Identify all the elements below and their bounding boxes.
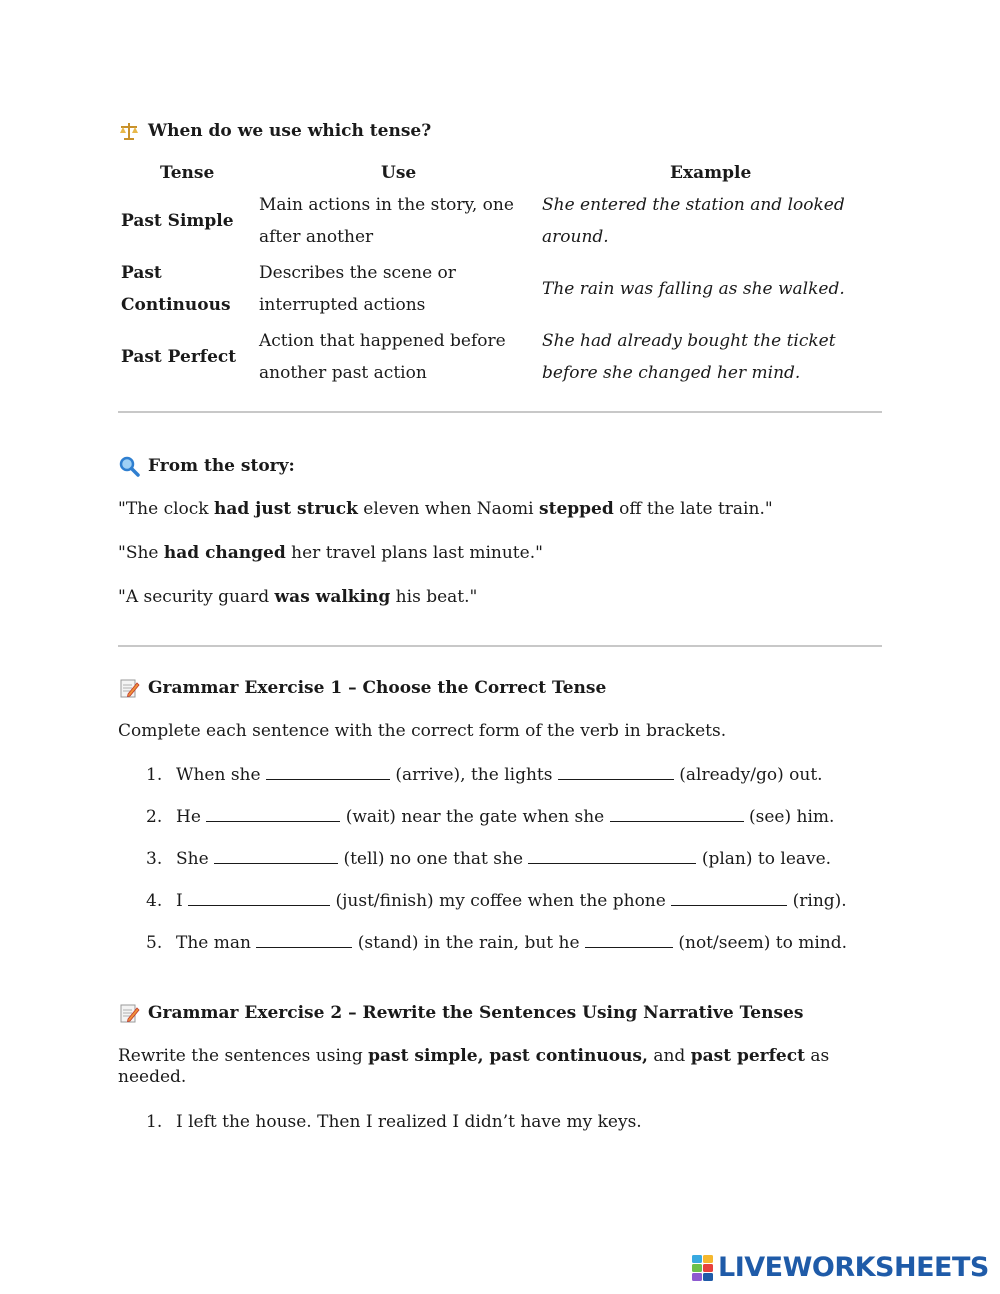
divider bbox=[118, 411, 882, 413]
quote-text: "A security guard bbox=[118, 587, 275, 607]
item-text: (tell) no one that she bbox=[338, 849, 529, 869]
exercise1-heading-text: Grammar Exercise 1 – Choose the Correct Tense bbox=[148, 678, 607, 698]
item-text: (plan) to leave. bbox=[696, 849, 832, 869]
item-text: The man bbox=[176, 933, 257, 953]
use-cell: Action that happened before another past action bbox=[259, 331, 506, 383]
exercise2-heading-text: Grammar Exercise 2 – Rewrite the Sentences Using Narrative Tenses bbox=[148, 1003, 804, 1023]
answer-blank[interactable] bbox=[206, 807, 340, 822]
item-number: 3. bbox=[146, 849, 163, 869]
answer-blank[interactable] bbox=[610, 807, 744, 822]
instruction-text: as bbox=[804, 1046, 830, 1066]
use-cell: Main actions in the story, one after another bbox=[259, 195, 514, 247]
exercise1-heading bbox=[118, 677, 606, 699]
list-item bbox=[146, 849, 831, 869]
list-item bbox=[146, 1112, 642, 1132]
instruction-bold: past perfect bbox=[690, 1046, 805, 1066]
quote-text: "The clock bbox=[118, 499, 214, 519]
scales-icon bbox=[118, 120, 140, 142]
instruction-text: needed. bbox=[118, 1067, 187, 1087]
answer-blank[interactable] bbox=[528, 849, 696, 864]
quote-text: her travel plans last minute." bbox=[285, 543, 543, 563]
tense-heading-text: When do we use which tense? bbox=[148, 121, 432, 141]
item-text: (ring). bbox=[787, 891, 847, 911]
list-item bbox=[146, 891, 847, 911]
exercise2-instruction bbox=[118, 1046, 829, 1088]
answer-blank[interactable] bbox=[558, 765, 674, 780]
item-text: (not/seem) to mind. bbox=[672, 933, 847, 953]
list-item bbox=[146, 807, 834, 827]
quote-text: eleven when Naomi bbox=[357, 499, 540, 519]
answer-blank[interactable] bbox=[671, 891, 787, 906]
exercise2-heading bbox=[118, 1002, 803, 1024]
divider bbox=[118, 645, 882, 647]
item-text: When she bbox=[176, 765, 266, 785]
tense-cell: Past Simple bbox=[121, 211, 234, 231]
answer-blank[interactable] bbox=[214, 849, 338, 864]
item-number: 1. bbox=[146, 1112, 163, 1132]
item-text: She bbox=[176, 849, 215, 869]
story-quote bbox=[118, 587, 477, 607]
exercise1-instruction: Complete each sentence with the correct form of the verb in brackets. bbox=[118, 721, 727, 741]
instruction-text: and bbox=[647, 1046, 691, 1066]
tense-cell: Past Continuous bbox=[121, 263, 231, 315]
answer-blank[interactable] bbox=[256, 933, 352, 948]
story-quote bbox=[118, 543, 543, 563]
story-heading-text: From the story: bbox=[148, 456, 295, 476]
list-item bbox=[146, 933, 847, 953]
item-text: (see) him. bbox=[743, 807, 835, 827]
item-text: (stand) in the rain, but he bbox=[352, 933, 585, 953]
liveworksheets-logo bbox=[692, 1252, 989, 1283]
item-text: He bbox=[176, 807, 207, 827]
item-text: (just/finish) my coffee when the phone bbox=[330, 891, 672, 911]
quote-text: off the late train." bbox=[613, 499, 773, 519]
list-item bbox=[146, 765, 823, 785]
memo-icon bbox=[118, 1002, 140, 1024]
use-cell: Describes the scene or interrupted actions bbox=[259, 263, 456, 315]
item-text: I bbox=[176, 891, 189, 911]
logo-text: LIVEWORKSHEETS bbox=[718, 1252, 989, 1283]
header-tense: Tense bbox=[160, 163, 215, 183]
answer-blank[interactable] bbox=[266, 765, 390, 780]
item-number: 2. bbox=[146, 807, 163, 827]
item-text: (already/go) out. bbox=[673, 765, 823, 785]
quote-text: his beat." bbox=[390, 587, 478, 607]
example-cell: The rain was falling as she walked. bbox=[542, 279, 845, 299]
item-text: I left the house. Then I realized I didn’t have my keys. bbox=[176, 1112, 642, 1132]
header-example: Example bbox=[670, 163, 752, 183]
magnifier-icon bbox=[118, 455, 140, 477]
memo-icon bbox=[118, 677, 140, 699]
quote-bold: had changed bbox=[163, 543, 286, 563]
item-text: (wait) near the gate when she bbox=[340, 807, 610, 827]
story-quote bbox=[118, 499, 773, 519]
header-use: Use bbox=[381, 163, 417, 183]
item-number: 1. bbox=[146, 765, 163, 785]
example-cell: She had already bought the ticket before she changed her mind. bbox=[542, 331, 836, 383]
item-number: 4. bbox=[146, 891, 163, 911]
tense-heading bbox=[118, 120, 431, 142]
item-number: 5. bbox=[146, 933, 163, 953]
quote-bold: stepped bbox=[539, 499, 614, 519]
tense-cell: Past Perfect bbox=[121, 347, 237, 367]
quote-text: "She bbox=[118, 543, 164, 563]
answer-blank[interactable] bbox=[585, 933, 673, 948]
story-heading bbox=[118, 455, 295, 477]
answer-blank[interactable] bbox=[188, 891, 330, 906]
instruction-text: Rewrite the sentences using bbox=[118, 1046, 369, 1066]
quote-bold: had just struck bbox=[214, 499, 358, 519]
instruction-bold: past simple, past continuous, bbox=[368, 1046, 648, 1066]
example-cell: She entered the station and looked around. bbox=[542, 195, 845, 247]
item-text: (arrive), the lights bbox=[389, 765, 558, 785]
logo-mark-icon bbox=[692, 1255, 714, 1281]
quote-bold: was walking bbox=[274, 587, 391, 607]
